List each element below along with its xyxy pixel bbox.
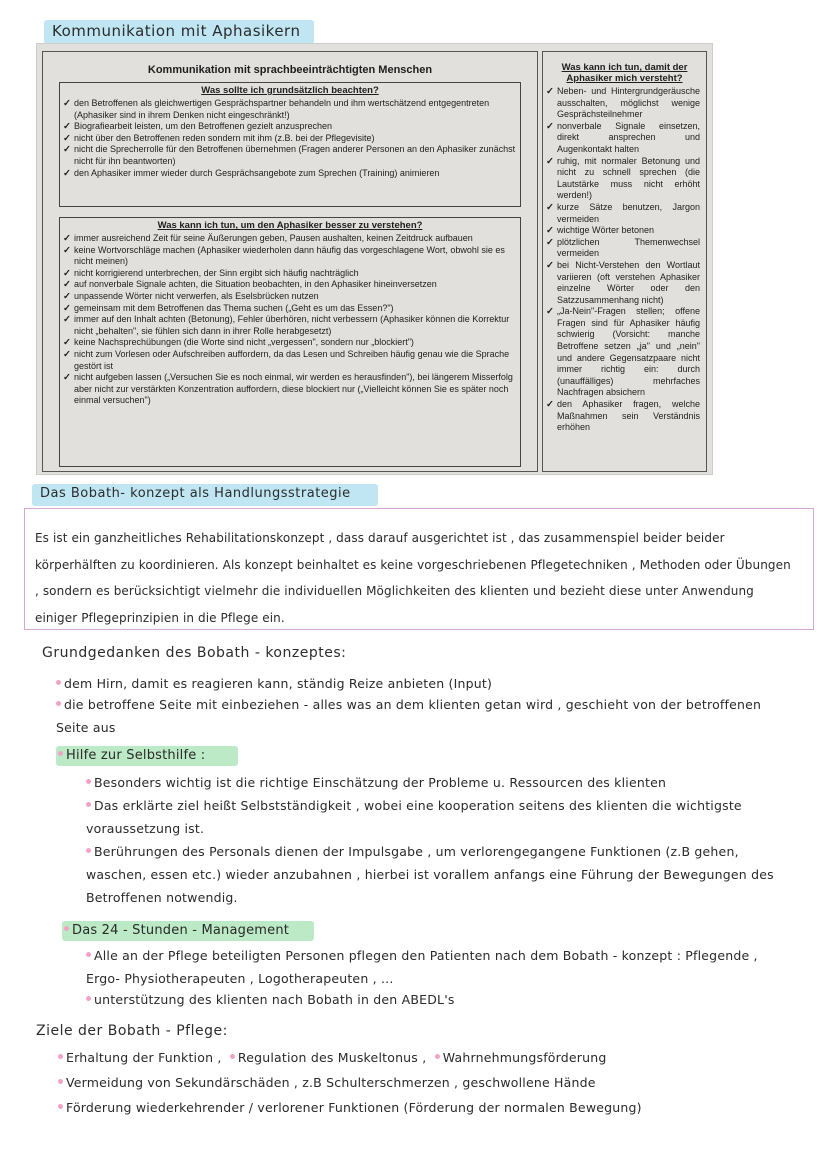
bullet-icon — [64, 926, 69, 931]
list-item: ✓ den Aphasiker fragen, welche Maßnahmen sein Verständnis erhöhen — [557, 399, 700, 434]
bullet-icon — [58, 1079, 63, 1084]
subheading-text: Das 24 - Stunden - Management — [72, 923, 290, 938]
list-item: ✓ unpassende Wörter nicht verwerfen, als Eselsbrücken nutzen — [74, 291, 516, 303]
list-item — [58, 1100, 642, 1115]
list-item: ✓ nicht korrigierend unterbrechen, der Sinn ergibt sich häufig nachträglich — [74, 268, 516, 280]
bullet-icon — [86, 848, 91, 853]
list-item — [56, 676, 492, 691]
subheading-management — [64, 923, 289, 938]
list-item — [86, 992, 455, 1007]
scanned-worksheet — [37, 44, 712, 474]
bullet-icon — [435, 1054, 440, 1059]
understanding-list — [60, 233, 520, 407]
list-item: ✓ immer auf den Inhalt achten (Betonung), Fehler überhören, nicht verbessern (Aphasiker können die Korrektur nicht „behalten", sie fühlen sich dann in ihrer Rolle herabgesetzt) — [74, 314, 516, 337]
list-item: ✓ auf nonverbale Signale achten, die Situation beobachten, in den Aphasiker hineinversetzen — [74, 279, 516, 291]
bullet-icon — [58, 751, 63, 756]
list-item: ✓ ruhig, mit normaler Betonung und nicht zu schnell sprechen (die Lautstärke muss nicht erhöht werden!) — [557, 156, 700, 202]
principles-box — [59, 82, 521, 207]
goal-item: Erhaltung der Funktion , — [66, 1050, 222, 1065]
understanding-box — [59, 217, 521, 467]
list-item-text: Berührungen des Personals dienen der Impulsgabe , um verlorengegangene Funktionen (z.B gehen, waschen, essen etc.) wieder anzubahnen , hierbei ist vorallem anfangs eine Führung der Bewegungen des Betroffenen notwendig. — [86, 844, 774, 905]
list-item: ✓ nicht zum Vorlesen oder Aufschreiben auffordern, da das Lesen und Schreiben häufig genau wie die Sprache gestört ist — [74, 349, 516, 372]
list-item: ✓ nonverbale Signale einsetzen, direkt ansprechen und Augenkontakt halten — [557, 121, 700, 156]
list-item: ✓ Biografiearbeit leisten, um den Betroffenen gezielt anzusprechen — [74, 121, 516, 133]
right-panel — [542, 51, 707, 472]
bullet-icon — [86, 779, 91, 784]
make-understood-title: Was kann ich tun, damit der Aphasiker mich versteht? — [561, 62, 688, 84]
page-title: Kommunikation mit Aphasikern — [52, 22, 301, 40]
principles-title: Was sollte ich grundsätzlich beachten? — [201, 85, 379, 96]
worksheet-title: Kommunikation mit sprachbeeinträchtigten Menschen — [147, 64, 433, 76]
list-item: ✓ gemeinsam mit dem Betroffenen das Thema suchen („Geht es um das Essen?") — [74, 303, 516, 315]
list-item: ✓ „Ja-Nein"-Fragen stellen; offene Fragen sind für Aphasiker häufig schwierig (Vorsicht: manche Betroffene setzen „ja" und „nein" und andere Gegensatzpaare nicht immer richtig ein: durch (unauffälliges) mehrfaches Nachfragen absichern — [557, 306, 700, 399]
list-item — [86, 775, 666, 790]
bullet-icon — [58, 1054, 63, 1059]
subheading-hilfe — [58, 748, 205, 763]
bullet-icon — [58, 1104, 63, 1109]
goals-row — [58, 1050, 607, 1065]
list-item — [86, 944, 796, 990]
list-item-text: unterstützung des klienten nach Bobath in den ABEDL's — [94, 992, 455, 1007]
list-item: ✓ keine Nachsprechübungen (die Worte sind nicht „vergessen", sondern nur „blockiert") — [74, 337, 516, 349]
section-heading-bobath: Das Bobath- konzept als Handlungsstrategie — [40, 486, 351, 501]
bullet-icon — [86, 802, 91, 807]
list-item-text: Das erklärte ziel heißt Selbstständigkeit , wobei eine kooperation seitens des klienten die wichtigste voraussetzung ist. — [86, 798, 742, 836]
bullet-icon — [86, 996, 91, 1001]
list-item: ✓ bei Nicht-Verstehen den Wortlaut variieren (oft verstehen Aphasiker einzelne Wörter oder den Satzzusammenhang nicht) — [557, 260, 700, 306]
list-item — [86, 840, 776, 909]
bullet-icon — [56, 680, 61, 685]
list-item-text: Alle an der Pflege beteiligten Personen pflegen den Patienten nach dem Bobath - konzept : Pflegende , Ergo- Physiotherapeuten , Logotherapeuten , ... — [86, 948, 758, 986]
left-panel — [42, 51, 538, 472]
goal-item: Vermeidung von Sekundärschäden , z.B Schulterschmerzen , geschwollene Hände — [66, 1075, 596, 1090]
list-item: ✓ wichtige Wörter betonen — [557, 225, 700, 237]
list-item: ✓ Neben- und Hintergrundgeräusche ausschalten, möglichst wenige Gesprächsteilnehmer — [557, 86, 700, 121]
list-item — [56, 693, 796, 739]
list-item-text: die betroffene Seite mit einbeziehen - alles was an dem klienten getan wird , geschieht von der betroffenen Seite aus — [56, 697, 762, 735]
list-item: ✓ nicht aufgeben lassen („Versuchen Sie es noch einmal, wir werden es herausfinden"), bei längerem Misserfolg aber nicht zur verstärkten Konzentration auffordern, diese blockiert nur („Vielleicht können Sie es später noch einmal versuchen") — [74, 372, 516, 407]
bullet-icon — [56, 701, 61, 706]
list-item — [86, 794, 766, 840]
list-item: ✓ keine Wortvorschläge machen (Aphasiker wiederholen dann häufig das vorgeschlagene Wort, obwohl sie es nicht meinen) — [74, 245, 516, 268]
make-understood-list — [543, 86, 706, 434]
list-item-text: Besonders wichtig ist die richtige Einschätzung der Probleme u. Ressourcen des klienten — [94, 775, 667, 790]
goal-item: Wahrnehmungsförderung — [442, 1050, 607, 1065]
list-item: ✓ kurze Sätze benutzen, Jargon vermeiden — [557, 202, 700, 225]
list-item: ✓ den Aphasiker immer wieder durch Gesprächsangebote zum Sprechen (Training) animieren — [74, 168, 516, 180]
principles-list — [60, 98, 520, 179]
section-heading-ziele: Ziele der Bobath - Pflege: — [36, 1023, 228, 1039]
goal-item: Förderung wiederkehrender / verlorener Funktionen (Förderung der normalen Bewegung) — [66, 1100, 642, 1115]
bullet-icon — [86, 952, 91, 957]
list-item — [58, 1075, 596, 1090]
bullet-icon — [230, 1054, 235, 1059]
list-item-text: dem Hirn, damit es reagieren kann, ständig Reize anbieten (Input) — [64, 676, 493, 691]
list-item: ✓ nicht über den Betroffenen reden sondern mit ihm (z.B. bei der Pflegevisite) — [74, 133, 516, 145]
subheading-text: Hilfe zur Selbsthilfe : — [66, 748, 206, 763]
section-heading-grundgedanken: Grundgedanken des Bobath - konzeptes: — [42, 645, 347, 661]
bobath-definition-text: Es ist ein ganzheitliches Rehabilitationskonzept , dass darauf ausgerichtet ist , das zusammenspiel beider beider körperhälften zu koordinieren. Als konzept beinhaltet es keine vorgeschriebenen Pflegetechniken , Methoden oder Übungen , sondern es berücksichtigt vielmehr die individuellen Möglichkeiten des klienten und bezieht diese unter Anwendung einiger Pflegeprinzipien in die Pflege ein. — [35, 531, 791, 625]
list-item: ✓ immer ausreichend Zeit für seine Äußerungen geben, Pausen aushalten, keinen Zeitdruck aufbauen — [74, 233, 516, 245]
understanding-title: Was kann ich tun, um den Aphasiker besser zu verstehen? — [157, 220, 423, 231]
list-item: ✓ den Betroffenen als gleichwertigen Gesprächspartner behandeln und ihm wertschätzend entgegentreten (Aphasiker sind in ihrem Denken nicht eingeschränkt!) — [74, 98, 516, 121]
goal-item: Regulation des Muskeltonus , — [237, 1050, 427, 1065]
bobath-definition-box — [24, 508, 814, 630]
list-item: ✓ nicht die Sprecherrolle für den Betroffenen übernehmen (Fragen anderer Personen an den Aphasiker zunächst nicht für ihn beantworten) — [74, 144, 516, 167]
list-item: ✓ plötzlichen Themenwechsel vermeiden — [557, 237, 700, 260]
